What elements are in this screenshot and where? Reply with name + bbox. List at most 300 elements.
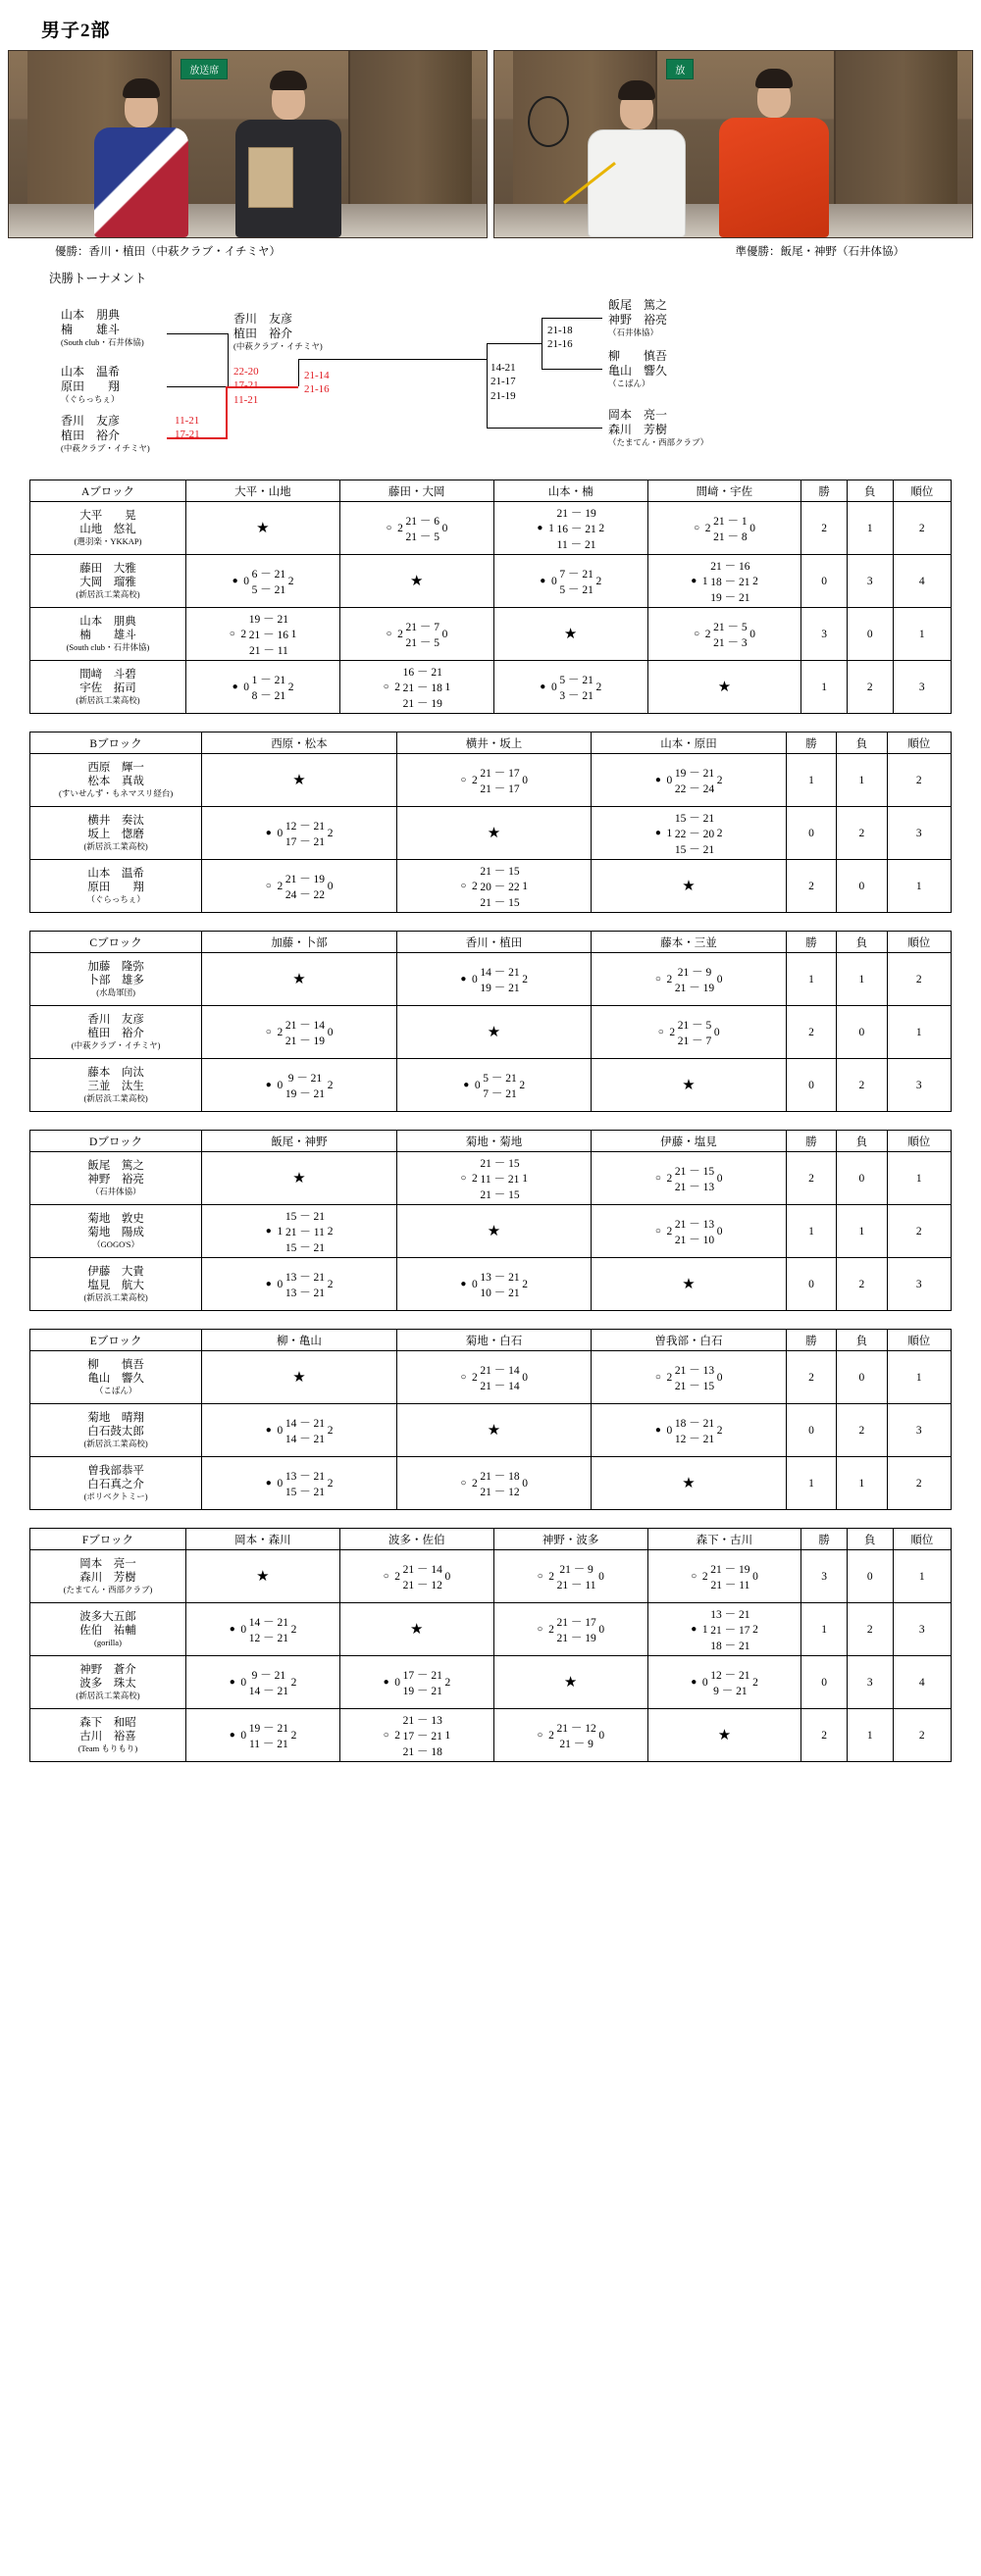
result-mark: ○	[460, 881, 467, 891]
set-score: 17 － 21	[402, 1730, 442, 1743]
team-cell	[30, 1603, 186, 1656]
losses-cell: 1	[837, 1457, 887, 1510]
self-cell-star: ★	[396, 1006, 592, 1059]
score-lines	[675, 1362, 714, 1393]
column-header: 横井・坂上	[396, 732, 592, 754]
set-score: 14 － 21	[284, 1433, 326, 1445]
games-lost: 0	[598, 1623, 605, 1636]
rank-cell: 3	[887, 1258, 951, 1311]
bracket-team-1: 山本 朋典 楠 雄斗 (South club・石井体協)	[61, 308, 144, 347]
column-header: 勝	[786, 1330, 836, 1351]
score-lines	[556, 1614, 595, 1645]
column-header: 順位	[893, 1529, 951, 1550]
match-result-cell	[202, 1457, 397, 1510]
games-won: 2	[471, 1371, 478, 1384]
prize-bag	[248, 147, 293, 208]
player-name-2: 佐伯 祐輔	[79, 1625, 136, 1638]
block-name-header: Aブロック	[30, 480, 186, 502]
set-score: 14 － 21	[284, 1417, 326, 1430]
self-cell-star: ★	[493, 1656, 647, 1709]
player-name-1: 加藤 隆弥	[87, 961, 144, 974]
games-lost: 0	[716, 1225, 723, 1237]
games-won: 0	[243, 575, 250, 587]
set-score: 20 － 22	[480, 881, 520, 893]
games-won: 0	[666, 1424, 673, 1437]
table-row	[30, 1006, 952, 1059]
score-lines	[285, 818, 325, 849]
player-name-2: 三並 汰生	[87, 1081, 144, 1093]
losses-cell: 1	[837, 1205, 887, 1258]
column-header: 香川・植田	[396, 932, 592, 953]
club-name: (たまてん・西部クラブ)	[63, 1585, 153, 1595]
rank-cell: 3	[887, 1059, 951, 1112]
runnerup-caption: 準優勝：飯尾・神野（石井体協）	[735, 246, 904, 258]
games-won: 0	[701, 1676, 708, 1689]
score-lines	[710, 1606, 749, 1653]
result-mark: ●	[265, 1425, 272, 1436]
bracket-team-6: 柳 慎吾 亀山 響久 （こばん）	[608, 349, 668, 388]
wins-cell: 2	[786, 1152, 836, 1205]
score-lines	[678, 1017, 712, 1048]
column-header: 山本・原田	[592, 732, 787, 754]
team-cell	[30, 502, 186, 555]
set-score: 13 － 21	[284, 1287, 326, 1299]
player-name-1: 曽我部恭平	[87, 1465, 144, 1478]
result-mark: ●	[463, 1080, 470, 1090]
wins-cell: 1	[786, 754, 836, 807]
match-result-cell	[592, 953, 787, 1006]
wins-cell: 0	[786, 1258, 836, 1311]
games-won: 2	[394, 681, 400, 693]
self-cell-star: ★	[202, 1351, 397, 1404]
set-score: 21 － 18	[402, 682, 442, 694]
set-score: 19 － 21	[674, 767, 715, 780]
losses-cell: 0	[837, 1351, 887, 1404]
wins-cell: 2	[786, 860, 836, 913]
losses-cell: 3	[847, 555, 893, 608]
set-score: 10 － 21	[480, 1287, 520, 1299]
player-name-2: 楠 雄斗	[79, 630, 136, 642]
column-header: 藤本・三並	[592, 932, 787, 953]
bracket-team-2: 山本 温希 原田 翔 （ぐらっちぇ）	[61, 365, 121, 404]
set-score: 15 － 21	[284, 1486, 326, 1498]
games-lost: 0	[441, 628, 448, 640]
column-header: 勝	[786, 732, 836, 754]
club-name: (すいせんず・もネマスリ経台)	[59, 788, 174, 799]
table-row	[30, 502, 952, 555]
games-won: 2	[397, 628, 403, 640]
match-result-cell	[592, 754, 787, 807]
games-lost: 0	[749, 522, 756, 534]
match-result-cell	[396, 860, 592, 913]
player-name-2: 塩見 航大	[87, 1280, 144, 1292]
team-cell	[30, 1457, 202, 1510]
set-score: 21 － 16	[710, 560, 750, 573]
player-name-1: 菊地 敦史	[87, 1213, 144, 1226]
games-lost: 2	[327, 1424, 334, 1437]
set-score: 21 － 11	[285, 1226, 325, 1238]
player-name-2: 大岡 瑠雅	[79, 577, 136, 589]
result-mark: ○	[460, 1372, 467, 1383]
club-name: (新居浜工業高校)	[76, 695, 140, 706]
set-score: 16 － 21	[556, 523, 596, 535]
games-lost: 2	[752, 575, 758, 587]
result-mark: ●	[654, 775, 661, 785]
player-name-1: 神野 蒼介	[79, 1664, 136, 1677]
games-won: 2	[548, 1570, 555, 1583]
table-row	[30, 1404, 952, 1457]
set-score: 24 － 22	[284, 888, 326, 901]
games-won: 2	[548, 1623, 554, 1636]
wins-cell: 1	[801, 661, 848, 714]
match-result-cell	[647, 608, 801, 661]
games-won: 0	[394, 1676, 400, 1689]
set-score: 21 － 3	[713, 636, 748, 649]
games-lost: 2	[290, 1729, 297, 1742]
games-lost: 0	[522, 774, 528, 786]
self-cell-star: ★	[592, 1457, 787, 1510]
score-lines	[249, 1667, 288, 1698]
games-won: 0	[240, 1623, 247, 1636]
column-header: 順位	[887, 932, 951, 953]
score-lines	[480, 1155, 519, 1202]
wins-cell: 3	[801, 1550, 848, 1603]
losses-cell: 1	[837, 754, 887, 807]
score-lines	[559, 672, 594, 703]
games-won: 2	[394, 1570, 400, 1583]
column-header: 森下・古川	[647, 1529, 801, 1550]
column-header: 菊地・菊地	[396, 1131, 592, 1152]
result-mark: ●	[265, 1226, 272, 1237]
team-cell	[30, 1656, 186, 1709]
losses-cell: 0	[847, 608, 893, 661]
set-score: 11 － 21	[480, 1173, 520, 1186]
table-row	[30, 860, 952, 913]
set-score: 14 － 21	[248, 1685, 289, 1697]
team-cell	[30, 754, 202, 807]
club-name: （ぐらっちぇ）	[86, 894, 145, 905]
set-score: 15 － 21	[284, 1241, 326, 1254]
player-name-2: 原田 翔	[87, 882, 144, 894]
set-score: 6 － 21	[251, 568, 286, 581]
games-lost: 1	[522, 1172, 528, 1185]
player-name-2: 坂上 愡磨	[87, 829, 144, 841]
player-name-2: 古川 裕喜	[79, 1731, 136, 1743]
set-score: 21 － 13	[402, 1714, 442, 1727]
result-mark: ●	[537, 523, 543, 533]
self-cell-star: ★	[592, 1059, 787, 1112]
block-name-header: Bブロック	[30, 732, 202, 754]
set-score: 21 － 8	[713, 530, 748, 543]
games-won: 2	[669, 1026, 676, 1038]
score-lines	[710, 1667, 749, 1698]
column-header: 菊地・白石	[396, 1330, 592, 1351]
bracket-line	[387, 359, 487, 360]
match-result-cell	[185, 1709, 339, 1762]
team-cell	[30, 661, 186, 714]
set-score: 21 － 15	[480, 865, 520, 878]
self-cell-star: ★	[396, 807, 592, 860]
self-cell-star: ★	[202, 754, 397, 807]
bracket-line	[542, 318, 602, 319]
club-name: （石井体協）	[90, 1187, 141, 1197]
result-mark: ○	[386, 523, 392, 533]
column-header: 順位	[893, 480, 951, 502]
rank-cell: 4	[893, 555, 951, 608]
bracket-line	[228, 333, 229, 386]
club-name: (Team もりもり)	[77, 1743, 138, 1754]
column-header: 伊藤・塩見	[592, 1131, 787, 1152]
games-won: 0	[243, 681, 250, 693]
games-won: 0	[471, 1278, 478, 1290]
result-mark: ●	[540, 682, 546, 692]
table-row	[30, 1457, 952, 1510]
wins-cell: 0	[786, 1404, 836, 1457]
set-score: 21 － 19	[710, 1563, 750, 1576]
games-won: 2	[548, 1729, 554, 1742]
games-won: 2	[471, 1477, 478, 1490]
match-result-cell	[493, 1603, 647, 1656]
match-result-cell	[493, 661, 647, 714]
winner-caption: 優勝：香川・植田（中萩クラブ・イチミヤ）	[55, 246, 281, 258]
match-result-cell	[202, 1205, 397, 1258]
bracket-score-3: 21-14 21-16	[304, 370, 330, 396]
score-lines	[675, 964, 714, 995]
set-score: 21 － 15	[480, 1157, 520, 1170]
set-score: 21 － 17	[480, 783, 520, 795]
set-score: 21 － 7	[677, 1035, 712, 1047]
rank-cell: 2	[893, 502, 951, 555]
self-cell-star: ★	[339, 555, 493, 608]
set-score: 21 － 12	[556, 1722, 596, 1735]
set-score: 21 － 1	[713, 515, 748, 528]
games-lost: 2	[716, 1424, 723, 1437]
set-score: 21 － 18	[480, 1470, 520, 1483]
games-won: 2	[704, 628, 711, 640]
games-lost: 0	[716, 1371, 723, 1384]
player-name-2: 山地 悠礼	[79, 524, 136, 536]
result-mark: ●	[229, 1730, 235, 1741]
team-cell	[30, 860, 202, 913]
result-mark: ●	[691, 1677, 697, 1688]
result-mark: ○	[383, 1571, 389, 1582]
table-row	[30, 807, 952, 860]
score-lines	[556, 1720, 595, 1751]
games-won: 0	[474, 1079, 481, 1091]
set-score: 21 － 11	[710, 1579, 750, 1591]
games-won: 1	[701, 1623, 708, 1636]
result-mark: ●	[691, 576, 697, 586]
set-score: 21 － 17	[480, 767, 520, 780]
games-lost: 1	[444, 1729, 451, 1742]
match-result-cell	[592, 1152, 787, 1205]
table-row	[30, 1205, 952, 1258]
wins-cell: 0	[801, 555, 848, 608]
column-header: 間﨑・宇佐	[647, 480, 801, 502]
player-name-1: 飯尾 篤之	[87, 1160, 144, 1173]
team-cell	[30, 1258, 202, 1311]
games-won: 0	[550, 681, 557, 693]
set-score: 19 － 21	[284, 1087, 326, 1100]
result-mark: ●	[229, 1624, 235, 1635]
table-row	[30, 1152, 952, 1205]
result-mark: ○	[654, 1173, 661, 1184]
club-name: (新居浜工業高校)	[76, 589, 140, 600]
player-figure-4	[700, 69, 848, 237]
result-mark: ○	[383, 682, 389, 692]
result-mark: ○	[691, 1571, 697, 1582]
player-hair-1	[123, 78, 160, 98]
games-won: 0	[277, 1079, 284, 1091]
player-name-2: 亀山 響久	[87, 1373, 144, 1386]
table-row	[30, 1603, 952, 1656]
player-name-1: 柳 慎吾	[87, 1359, 144, 1372]
club-name: （こばん）	[94, 1386, 137, 1396]
self-cell-star: ★	[185, 502, 339, 555]
set-score: 19 － 21	[480, 982, 520, 994]
bracket-champion: 香川 友彦 植田 裕介 (中萩クラブ・イチミヤ)	[233, 312, 323, 351]
match-result-cell	[396, 953, 592, 1006]
rank-cell: 3	[893, 661, 951, 714]
player-name-2: 松本 真哉	[87, 776, 144, 788]
rank-cell: 2	[887, 1457, 951, 1510]
player-shirt-1	[94, 127, 188, 237]
games-lost: 2	[716, 774, 723, 786]
score-lines	[405, 513, 439, 544]
set-score: 21 － 13	[674, 1364, 715, 1377]
set-score: 21 － 11	[248, 644, 288, 657]
column-header: 負	[837, 932, 887, 953]
bracket-line	[298, 359, 299, 386]
wins-cell: 1	[801, 1603, 848, 1656]
set-score: 13 － 21	[480, 1271, 520, 1284]
losses-cell: 0	[837, 860, 887, 913]
column-header: 波多・佐伯	[339, 1529, 493, 1550]
games-lost: 0	[441, 522, 448, 534]
player-name-1: 藤本 向汰	[87, 1067, 144, 1080]
column-header: 勝	[801, 480, 848, 502]
team-cell	[30, 555, 186, 608]
result-mark: ●	[265, 1478, 272, 1489]
result-mark: ●	[265, 828, 272, 838]
match-result-cell	[493, 1709, 647, 1762]
column-header: 岡本・森川	[185, 1529, 339, 1550]
match-result-cell	[202, 860, 397, 913]
bracket-line	[298, 359, 387, 360]
team-cell	[30, 1550, 186, 1603]
games-lost: 0	[327, 880, 334, 892]
result-mark: ●	[691, 1624, 697, 1635]
match-result-cell	[339, 661, 493, 714]
player-name-1: 横井 奏汰	[87, 815, 144, 828]
games-lost: 2	[290, 1676, 297, 1689]
table-row	[30, 1656, 952, 1709]
column-header: 山本・楠	[493, 480, 647, 502]
score-lines	[403, 1712, 442, 1759]
games-won: 0	[277, 1477, 284, 1490]
column-header: 勝	[786, 1131, 836, 1152]
games-lost: 1	[444, 681, 451, 693]
set-score: 21 － 19	[556, 1632, 596, 1644]
set-score: 7 － 21	[483, 1087, 517, 1100]
block-table-Cブロック	[29, 931, 952, 1112]
games-won: 2	[240, 628, 247, 640]
self-cell-star: ★	[647, 1709, 801, 1762]
self-cell-star: ★	[202, 953, 397, 1006]
club-name: (gorilla)	[94, 1638, 122, 1648]
match-result-cell	[185, 661, 339, 714]
games-lost: 2	[595, 575, 602, 587]
score-lines	[249, 1720, 288, 1751]
bracket-score-2: 22-20 17-21 11-21	[233, 366, 259, 406]
club-name: (選羽楽・YKKAP)	[74, 536, 142, 547]
club-name: (新居浜工業高校)	[83, 1292, 148, 1303]
set-score: 11 － 21	[556, 538, 596, 551]
column-header: 順位	[887, 1131, 951, 1152]
games-lost: 2	[290, 1623, 297, 1636]
result-mark: ●	[232, 682, 238, 692]
games-won: 1	[701, 575, 708, 587]
result-mark: ○	[460, 1173, 467, 1184]
player-name-2: 植田 裕介	[87, 1028, 144, 1040]
match-result-cell	[647, 555, 801, 608]
team-cell	[30, 608, 186, 661]
games-lost: 0	[598, 1570, 604, 1583]
match-result-cell	[396, 1258, 592, 1311]
table-row	[30, 661, 952, 714]
games-won: 0	[666, 774, 673, 786]
games-lost: 0	[598, 1729, 605, 1742]
score-lines	[249, 611, 288, 658]
games-won: 0	[277, 1278, 284, 1290]
table-row	[30, 754, 952, 807]
table-row	[30, 953, 952, 1006]
column-header: 飯尾・神野	[202, 1131, 397, 1152]
games-lost: 0	[716, 973, 723, 985]
wins-cell: 2	[786, 1006, 836, 1059]
games-lost: 0	[327, 1026, 334, 1038]
self-cell-star: ★	[202, 1152, 397, 1205]
match-result-cell	[647, 502, 801, 555]
losses-cell: 2	[847, 661, 893, 714]
result-mark: ○	[537, 1730, 543, 1741]
player-hair-4	[755, 69, 793, 88]
match-result-cell	[396, 1152, 592, 1205]
bracket-line	[167, 386, 228, 387]
match-result-cell	[592, 1205, 787, 1258]
player-figure-1	[77, 80, 205, 237]
rank-cell: 2	[887, 1205, 951, 1258]
photo-col-right	[493, 50, 973, 259]
losses-cell: 0	[837, 1006, 887, 1059]
set-score: 21 － 11	[556, 1579, 596, 1591]
games-lost: 2	[752, 1676, 758, 1689]
games-lost: 2	[287, 681, 294, 693]
losses-cell: 2	[837, 1258, 887, 1311]
set-score: 1 － 21	[251, 674, 286, 686]
table-row	[30, 608, 952, 661]
column-header: 負	[847, 1529, 893, 1550]
player-figure-2	[215, 71, 362, 237]
losses-cell: 0	[837, 1152, 887, 1205]
games-won: 0	[277, 827, 284, 839]
score-lines	[559, 566, 594, 597]
bracket-team-7: 岡本 亮一 森川 芳樹 （たまてん・西部クラブ）	[608, 408, 709, 447]
wins-cell: 0	[801, 1656, 848, 1709]
match-result-cell	[339, 608, 493, 661]
score-lines	[285, 1070, 325, 1101]
club-name: (新居浜工業高校)	[83, 1439, 148, 1449]
